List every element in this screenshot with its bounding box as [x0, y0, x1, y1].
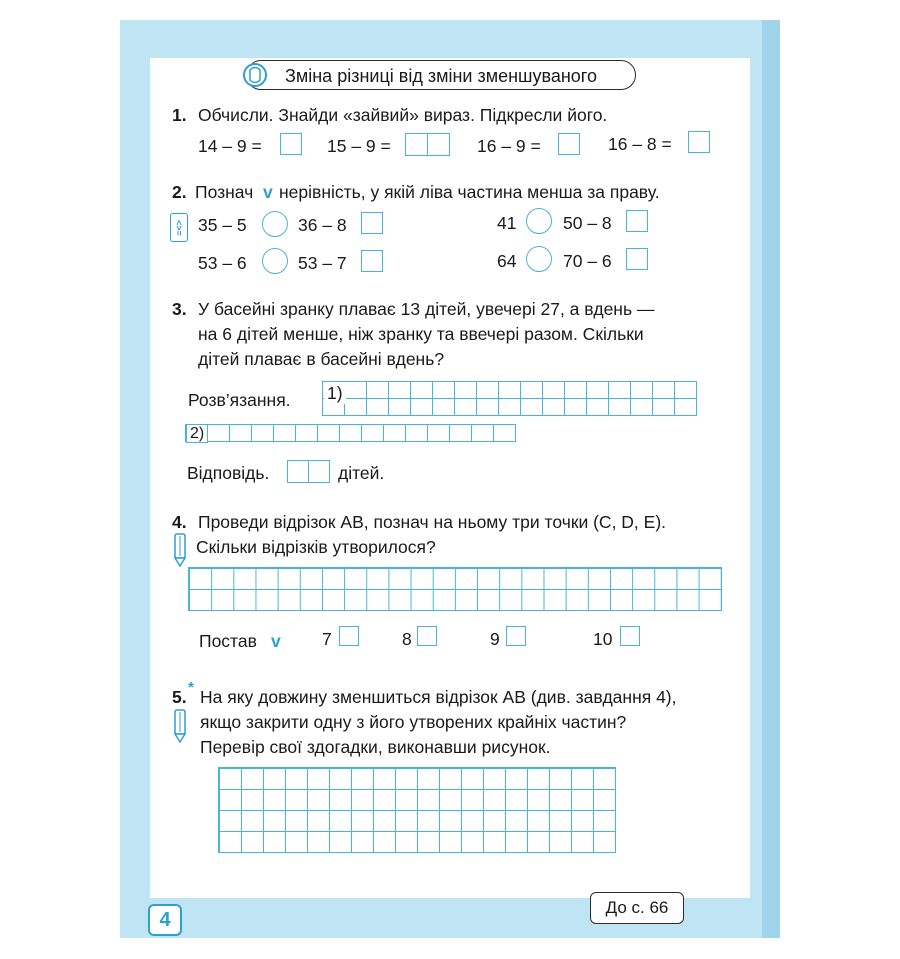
comparison-left: 64	[497, 251, 517, 271]
answer-cell[interactable]	[688, 131, 710, 153]
task5-text-line: Перевір свої здогадки, виконавши рисунок.	[200, 737, 551, 757]
check-box[interactable]	[626, 248, 648, 270]
reference-label: До с. 66	[590, 892, 684, 924]
answer-cell[interactable]	[280, 133, 302, 155]
task3-number: 3.	[172, 299, 187, 319]
scroll-icon	[242, 60, 270, 90]
answer-cell[interactable]	[558, 133, 580, 155]
comparison-circle[interactable]	[526, 246, 552, 272]
task3-text-line: на 6 дітей менше, ніж зранку та ввечері разом. Скільки	[198, 324, 644, 344]
answer-cells[interactable]	[287, 460, 330, 483]
check-mark-icon: v	[271, 631, 281, 651]
task1-expression: 16 – 8 =	[608, 134, 672, 154]
pencil-icon	[172, 708, 188, 744]
task5-text-line: На яку довжину зменшиться відрізок AB (див. завдання 4),	[200, 687, 677, 707]
page-frame-edge	[762, 20, 780, 938]
option-label: 9	[490, 629, 500, 649]
task5-number: 5.	[172, 687, 187, 707]
answer-cell[interactable]	[405, 133, 450, 156]
option-label: 8	[402, 629, 412, 649]
solution-grid-2[interactable]	[185, 424, 516, 442]
check-box[interactable]	[361, 250, 383, 272]
task2-text-before: Познач	[195, 182, 254, 202]
check-mark-icon: v	[263, 182, 273, 202]
page-title: Зміна різниці від зміни зменшуваного	[246, 60, 636, 90]
solution-label: Розв’язання.	[188, 390, 291, 410]
task1-expression: 15 – 9 =	[327, 136, 391, 156]
option-check-box[interactable]	[417, 626, 437, 646]
task3-text-line: дітей плаває в басейні вдень?	[198, 349, 445, 369]
option-label: 7	[322, 629, 332, 649]
comparison-signs-icon: <>=	[170, 213, 188, 242]
task4-number: 4.	[172, 512, 187, 532]
task2-number: 2.	[172, 182, 187, 202]
task1-expression: 16 – 9 =	[477, 136, 541, 156]
step-1-label: 1)	[324, 382, 346, 404]
answer-label: Відповідь.	[187, 463, 270, 483]
task4-text-line: Проведи відрізок AB, познач на ньому три точки (C, D, E).	[198, 512, 667, 532]
comparison-right: 50 – 8	[563, 213, 612, 233]
option-check-box[interactable]	[620, 626, 640, 646]
task4-text-line: Скільки відрізків утворилося?	[196, 537, 436, 557]
page-number: 4	[148, 904, 182, 936]
task1-number: 1.	[172, 105, 187, 125]
option-label: 10	[593, 629, 613, 649]
task5-text-line: якщо закрити одну з його утворених крайніх частин?	[200, 712, 627, 732]
solution-grid-1[interactable]	[322, 381, 697, 416]
task3-text-line: У басейні зранку плаває 13 дітей, увечері 27, а вдень —	[198, 299, 655, 319]
comparison-right: 36 – 8	[298, 215, 347, 235]
comparison-circle[interactable]	[262, 248, 288, 274]
comparison-left: 35 – 5	[198, 215, 247, 235]
comparison-left: 41	[497, 213, 517, 233]
pencil-icon	[172, 532, 188, 568]
comparison-circle[interactable]	[526, 208, 552, 234]
step-2-label: 2)	[186, 424, 208, 443]
choose-label: Постав	[199, 631, 257, 651]
comparison-left: 53 – 6	[198, 253, 247, 273]
task1-text: Обчисли. Знайди «зайвий» вираз. Підкресли його.	[198, 105, 608, 125]
option-check-box[interactable]	[506, 626, 526, 646]
answer-unit: дітей.	[338, 463, 385, 483]
drawing-grid[interactable]	[188, 567, 722, 611]
comparison-circle[interactable]	[262, 211, 288, 237]
check-box[interactable]	[626, 210, 648, 232]
drawing-grid[interactable]	[218, 767, 616, 853]
check-box[interactable]	[361, 212, 383, 234]
comparison-right: 53 – 7	[298, 253, 347, 273]
task1-expression: 14 – 9 =	[198, 136, 262, 156]
comparison-right: 70 – 6	[563, 251, 612, 271]
option-check-box[interactable]	[339, 626, 359, 646]
task2-text-after: нерівність, у якій ліва частина менша за праву.	[279, 182, 660, 202]
star-icon: *	[188, 679, 194, 696]
